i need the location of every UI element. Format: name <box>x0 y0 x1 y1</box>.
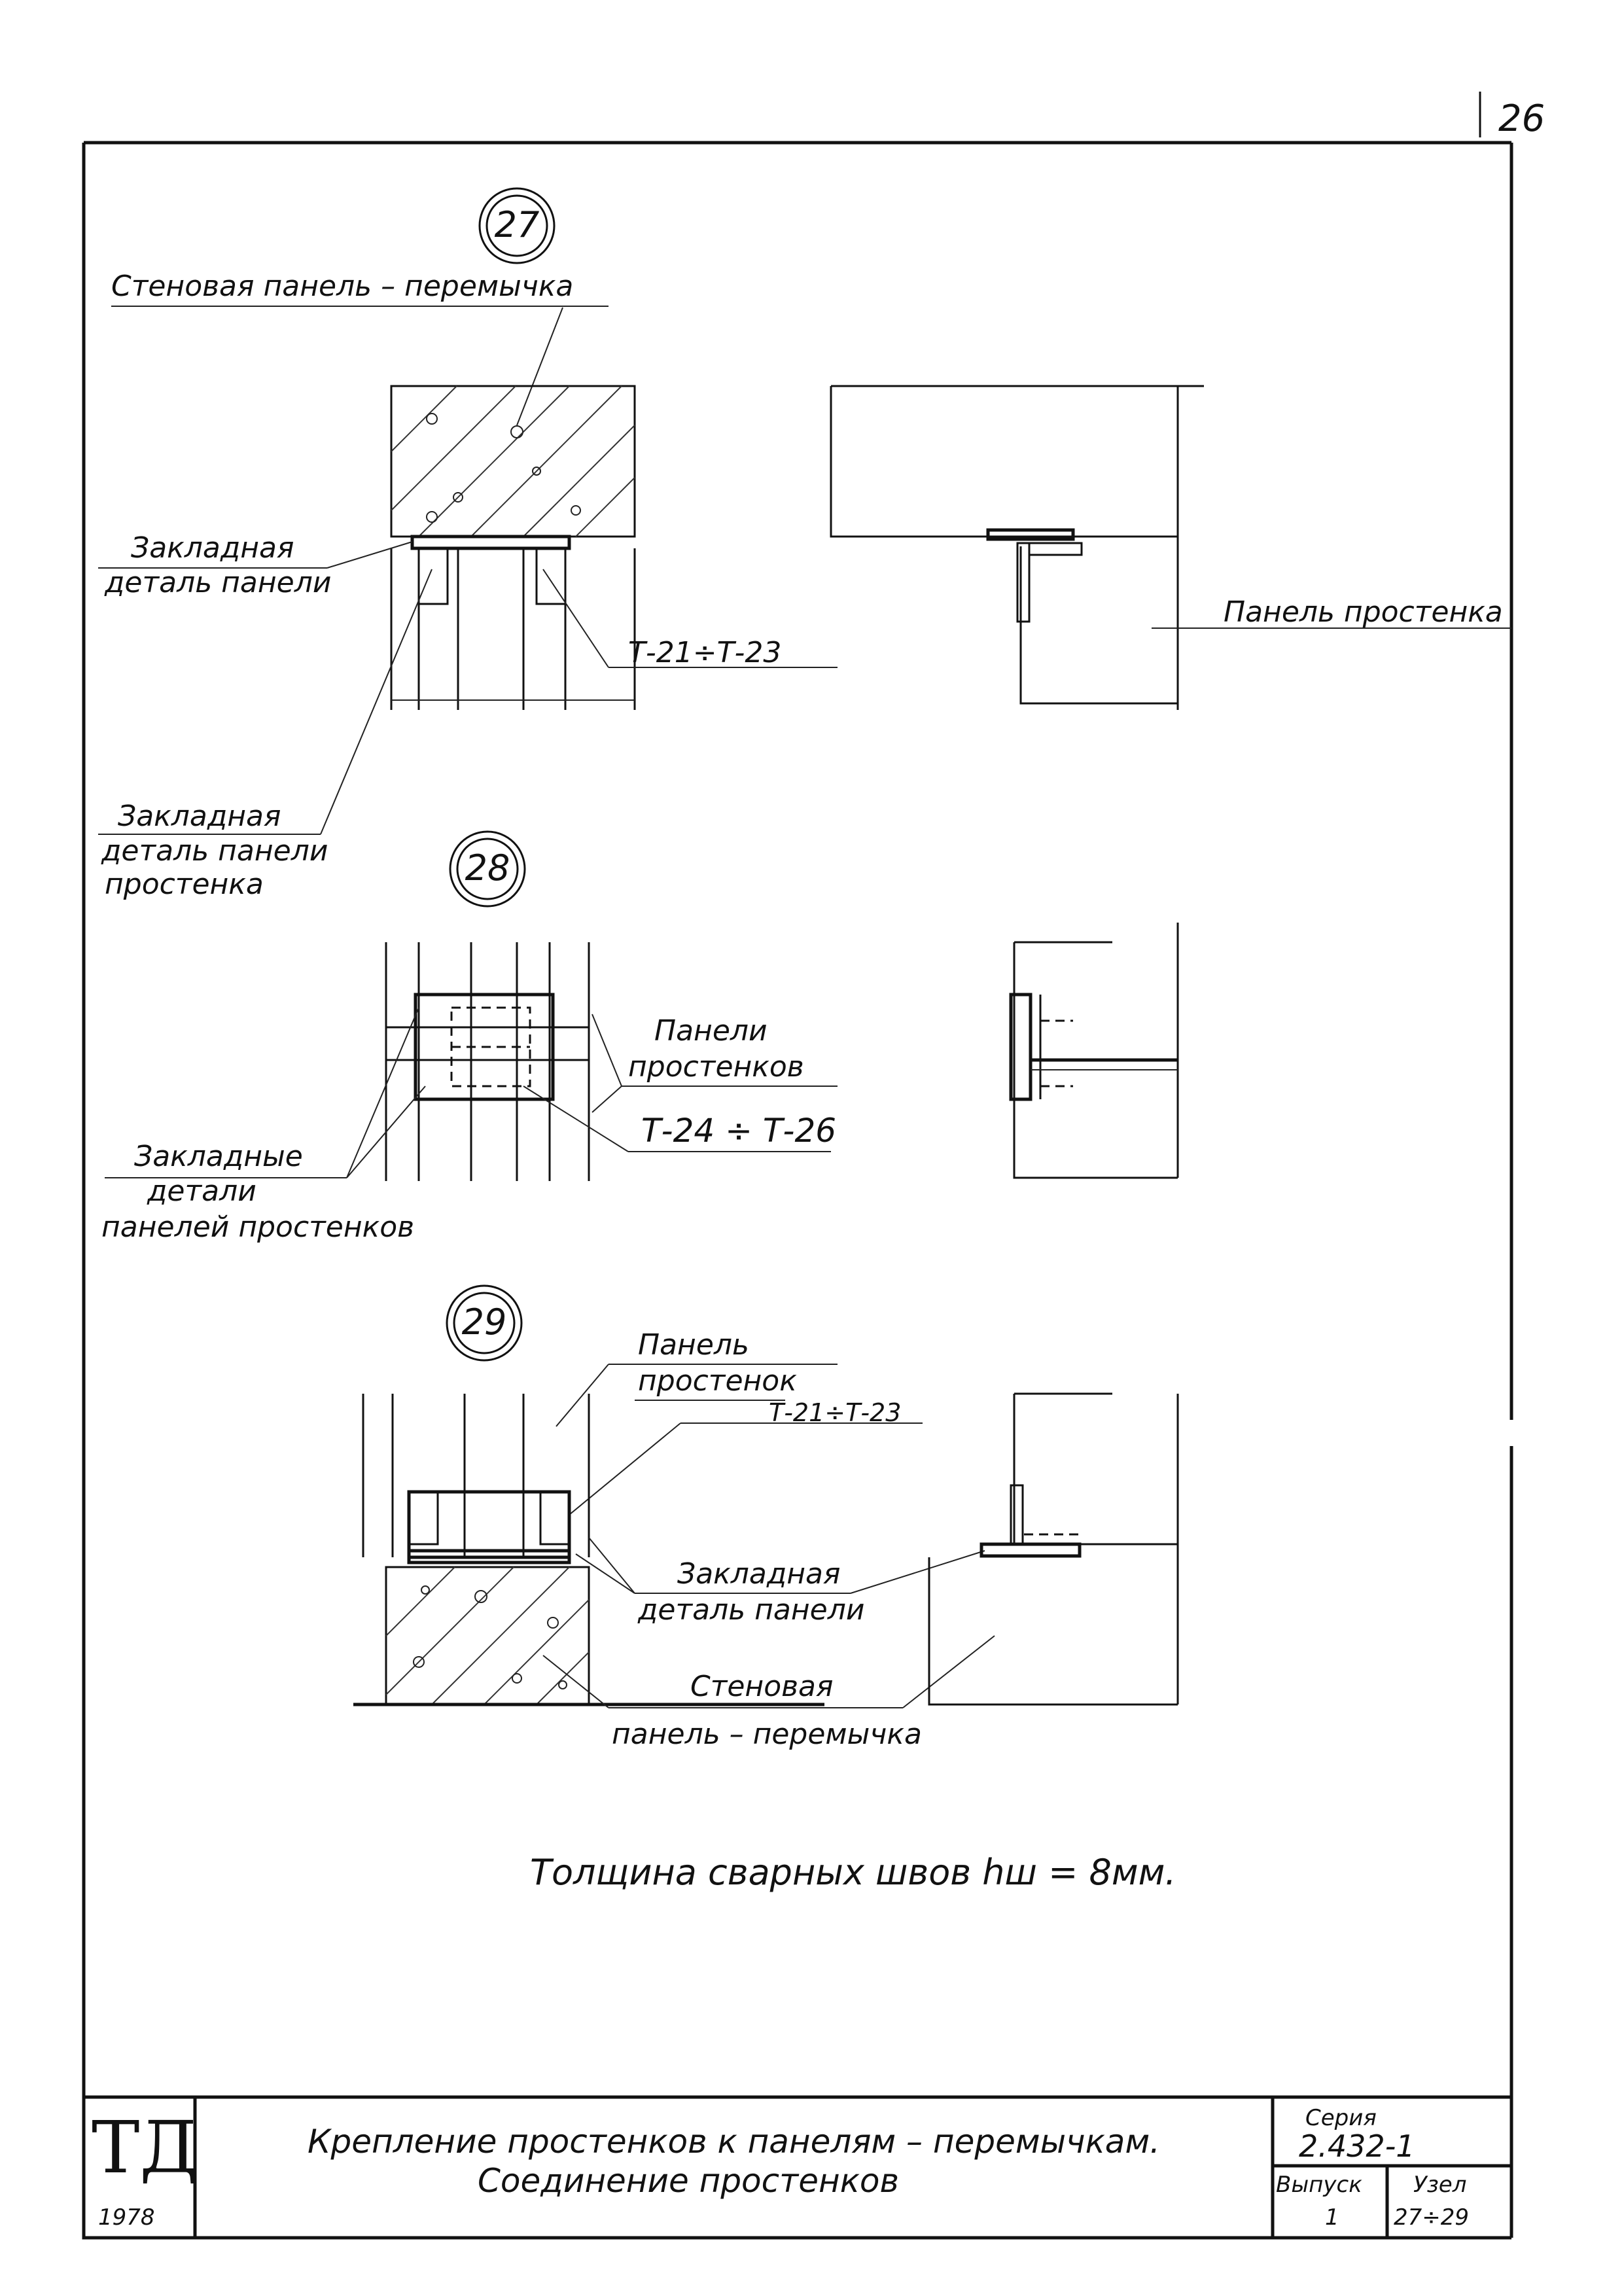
node-27-leader-wall <box>517 308 563 425</box>
node-29-label-embedded-2: деталь панели <box>638 1593 865 1627</box>
title-block-logo: ТД <box>92 2106 198 2189</box>
node-29-label-wall-1: Стеновая <box>690 1670 834 1703</box>
node-28-label-embedded-3: панелей простенков <box>101 1210 415 1244</box>
node-label: Узел <box>1413 2172 1467 2198</box>
node-29-label-embedded-1: Закладная <box>677 1557 841 1591</box>
sheet-frame <box>84 143 1511 2238</box>
node-28-label-panels-1: Панели <box>654 1014 768 1048</box>
node-27-label-embedded-1: Закладная <box>131 531 294 565</box>
node-27-label-embedded-2: деталь панели <box>105 566 332 599</box>
page-number: 26 <box>1498 97 1545 140</box>
title-block-year: 1978 <box>98 2204 155 2231</box>
title-block-title-2: Соединение простенков <box>478 2162 899 2200</box>
node-27-label-pier-1: Закладная <box>118 800 281 833</box>
node-27-label-t-range: Т-21÷Т-23 <box>628 636 782 669</box>
node-27-label-pier-3: простенка <box>105 868 264 901</box>
series-value: 2.432-1 <box>1299 2128 1415 2164</box>
node-27-label-wall-panel: Стеновая панель – перемычка <box>111 270 574 303</box>
node-28-label-panels-2: простенков <box>628 1050 804 1084</box>
node-value: 27÷29 <box>1394 2204 1470 2231</box>
weld-thickness-note: Толщина сварных швов hш = 8мм. <box>530 1852 1176 1893</box>
node-27-number: 27 <box>494 204 540 245</box>
node-29-label-panel-1: Панель <box>638 1328 749 1362</box>
node-28-elevation <box>1014 923 1178 1178</box>
node-27-label-pier-2: деталь панели <box>101 834 328 868</box>
issue-label: Выпуск <box>1276 2172 1362 2198</box>
node-28-label-embedded-2: детали <box>147 1174 256 1208</box>
series-label: Серия <box>1305 2105 1377 2131</box>
node-29 <box>353 1286 1178 1751</box>
node-27 <box>98 188 1511 901</box>
title-block <box>84 2097 1511 2238</box>
node-27-embedded-plate <box>412 537 569 548</box>
issue-value: 1 <box>1325 2204 1339 2231</box>
node-29-number: 29 <box>461 1301 507 1343</box>
node-27-label-pier-panel: Панель простенка <box>1224 595 1503 629</box>
node-29-label-panel-2: простенок <box>638 1364 797 1398</box>
title-block-title-1: Крепление простенков к панелям – перемычкам. <box>308 2123 1161 2161</box>
node-29-label-wall-2: панель – перемычка <box>612 1718 922 1751</box>
node-28-label-t-range: Т-24 ÷ Т-26 <box>641 1112 837 1150</box>
node-29-label-t-range: Т-21÷Т-23 <box>769 1398 902 1427</box>
node-28-label-embedded-1: Закладные <box>134 1140 303 1173</box>
node-28-number: 28 <box>465 847 510 889</box>
